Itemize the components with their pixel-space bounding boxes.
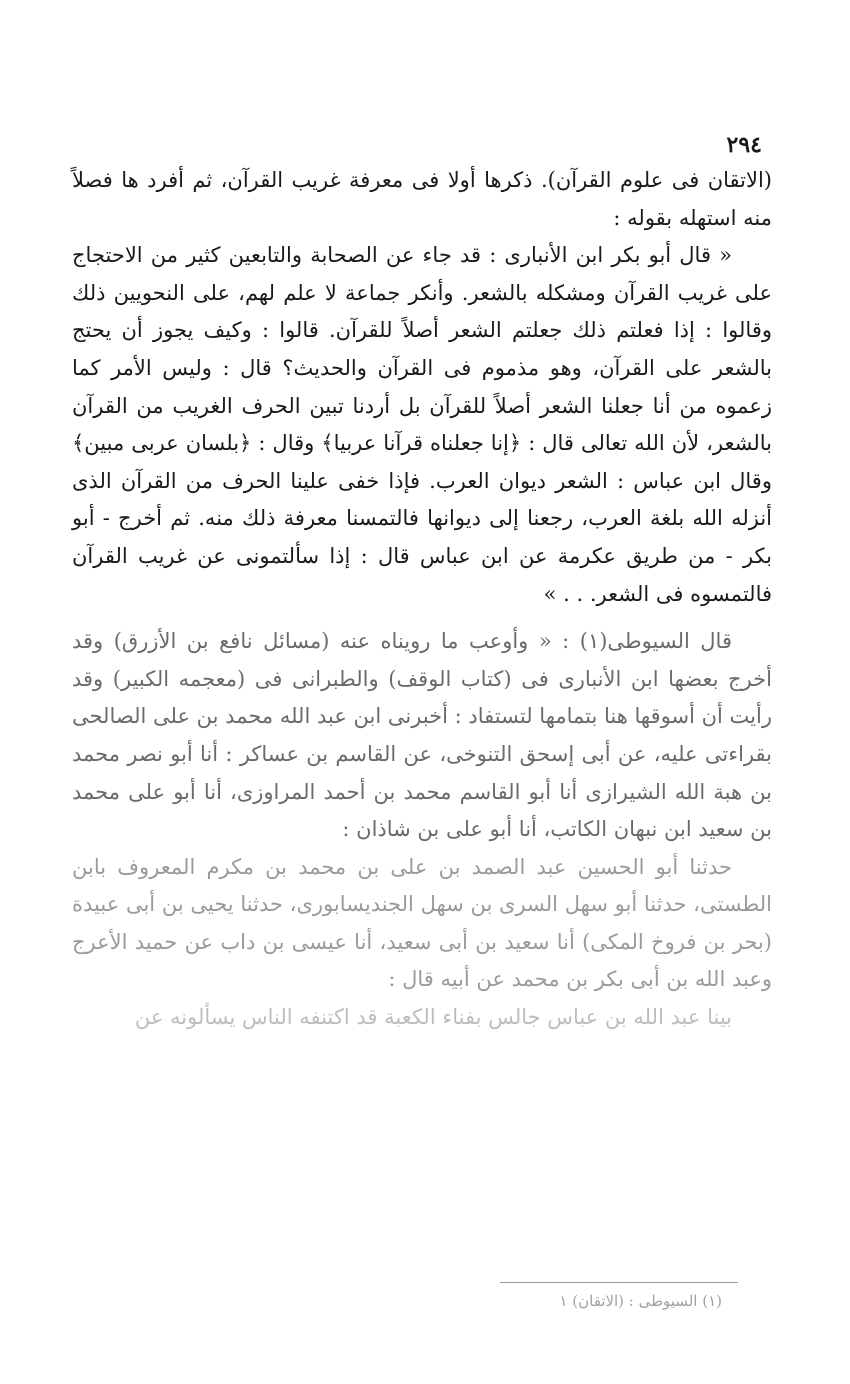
page-number: ٢٩٤: [726, 132, 762, 158]
main-text-block: [72, 162, 772, 1037]
footnote-divider: [500, 1282, 738, 1283]
paragraph-intro: (الاتقان فى علوم القرآن). ذكرها أولا فى معرفة غريب القرآن، ثم أفرد ها فصلاً منه استهله بقوله :: [72, 168, 772, 230]
paragraph-quote-ibn-al-anbari: « قال أبو بكر ابن الأنبارى : قد جاء عن الصحابة والتابعين كثير من الاحتجاج على غريب القرآن ومشكله بالشعر. وأنكر جماعة لا علم لهم، على النحويين ذلك وقالوا : إذا فعلتم ذلك جعلتم الشعر أصلاً للقرآن. قالوا : وكيف يجوز أن يحتج بالشعر على القرآن، وهو مذموم فى القرآن والحديث؟ قال : وليس الأمر كما زعموه من أنا جعلنا الشعر أصلاً للقرآن بل أردنا تبين الحرف الغريب من القرآن بالشعر، لأن الله تعالى قال : ﴿إنا جعلناه قرآنا عربيا﴾ وقال : ﴿بلسان عربى مبين﴾ وقال ابن عباس : الشعر ديوان العرب. فإذا خفى علينا الحرف من القرآن الذى أنزله الله بلغة العرب، رجعنا إلى ديوانها فالتمسنا معرفة ذلك منه. ثم أخرج - أبو بكر - من طريق عكرمة عن ابن عباس قال : إذا سألتمونى عن غريب القرآن فالتمسوه فى الشعر. . . »: [72, 243, 772, 606]
paragraph-suyuti-isnad: قال السيوطى(١) : « وأوعب ما رويناه عنه (مسائل نافع بن الأزرق) وقد أخرج بعضها ابن الأنبارى فى (كتاب الوقف) والطبرانى فى (معجمه الكبير) وقد رأيت أن أسوقها هنا بتمامها لتستفاد : أخبرنى ابن عبد الله محمد بن على الصالحى بقراءتى عليه، عن أبى إسحق التنوخى، عن القاسم بن عساكر : أنا أبو نصر محمد بن هبة الله الشيرازى أنا أبو القاسم محمد بن أحمد المراوزى، أنا أبو على محمد بن سعيد ابن نبهان الكاتب، أنا أبو على بن شاذان :: [72, 629, 772, 842]
paragraph-haddathana-1: حدثنا أبو الحسين عبد الصمد بن على بن محمد بن مكرم المعروف بابن الطستى، حدثنا أبو سهل السرى بن سهل الجنديسابورى، حدثنا يحيى بن أبى عبيدة (بحر بن فروخ المكى) أنا سعيد بن أبى سعيد، أنا عيسى بن داب عن حميد الأعرج وعبد الله بن أبى بكر بن محمد عن أبيه قال :: [72, 854, 772, 992]
paragraph-haddathana-2: بينا عبد الله بن عباس جالس بفناء الكعبة قد اكتنفه الناس يسألونه عن: [134, 1005, 732, 1030]
footnote: (١) السيوطى : (الاتقان) ١: [559, 1292, 722, 1310]
